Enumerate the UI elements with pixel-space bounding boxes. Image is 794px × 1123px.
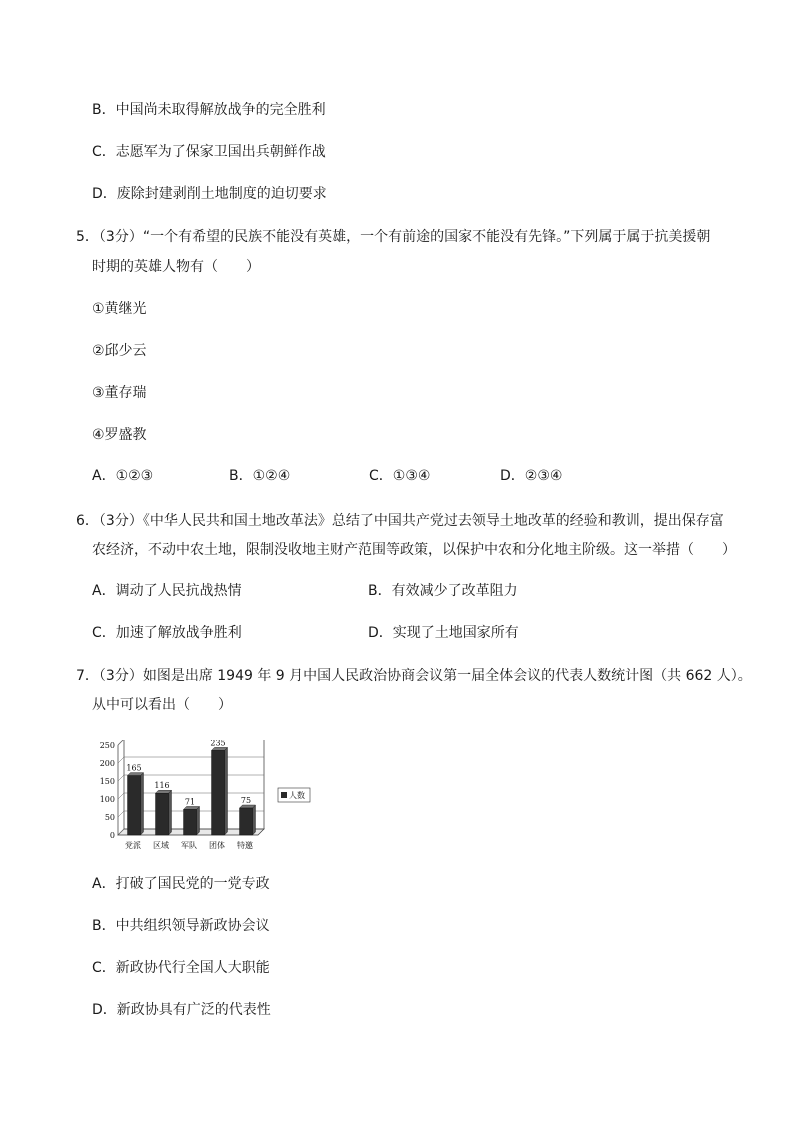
data-label: 75: [240, 796, 252, 805]
gridline-diag: [118, 811, 124, 817]
q7-choice-c: C．新政协代行全国人大职能: [92, 960, 270, 976]
bar-top: [156, 790, 172, 793]
q5-item-1: ①黄继光: [92, 301, 147, 317]
q5-item-4: ④罗盛教: [92, 427, 147, 443]
q5-item-2: ②邱少云: [92, 343, 147, 359]
y-tick-label: 0: [109, 831, 115, 840]
option-c-prev: C．志愿军为了保家卫国出兵朝鲜作战: [92, 144, 326, 160]
y-tick-label: 200: [99, 759, 115, 768]
data-label: 235: [210, 740, 226, 748]
q6-choice-b: B．有效减少了改革阻力: [368, 583, 518, 599]
x-tick-label: 党派: [125, 841, 141, 850]
q5-choice-b: B．①②④: [229, 468, 291, 484]
gridline-diag: [118, 740, 124, 745]
bar-side: [253, 805, 256, 835]
q5-choice-d: D．②③④: [500, 468, 563, 484]
q7-choice-d: D．新政协具有广泛的代表性: [92, 1002, 271, 1018]
y-tick-label: 250: [99, 741, 115, 750]
gridline-diag: [118, 775, 124, 781]
x-tick-label: 特邀: [237, 841, 253, 850]
q6-choice-c: C．加速了解放战争胜利: [92, 625, 242, 641]
gridline-diag: [118, 793, 124, 799]
y-tick-label: 50: [104, 813, 115, 822]
y-tick-label: 100: [99, 795, 115, 804]
x-tick-label: 军队: [181, 841, 197, 850]
q5-choice-a: A．①②③: [92, 468, 154, 484]
q6-stem-line2: 农经济，不动中农土地，限制没收地主财产范围等政策，以保护中农和分化地主阶级。这一举措（ ）: [92, 542, 736, 558]
bar-side: [197, 806, 200, 835]
bar-top: [184, 806, 200, 809]
x-tick-label: 区域: [153, 841, 169, 850]
q5-stem-line2: 时期的英雄人物有（ ）: [92, 259, 260, 275]
q7-choice-a: A．打破了国民党的一党专政: [92, 876, 270, 892]
bar-top: [240, 805, 256, 808]
legend-label: 人数: [289, 791, 305, 800]
bar-side: [169, 790, 172, 835]
legend-swatch: [281, 792, 287, 798]
bar-团体: [212, 750, 225, 835]
q6-choice-a: A．调动了人民抗战热情: [92, 583, 242, 599]
bar-top: [212, 747, 228, 750]
y-tick-label: 150: [99, 777, 115, 786]
bar-side: [141, 773, 144, 835]
x-tick-label: 团体: [209, 841, 225, 850]
q6-choice-d: D．实现了土地国家所有: [368, 625, 519, 641]
bar-区域: [156, 793, 169, 835]
q7-choice-b: B．中共组织领导新政协会议: [92, 918, 270, 934]
q7-stem-line2: 从中可以看出（ ）: [92, 697, 232, 713]
data-label: 165: [126, 763, 142, 773]
q5-choice-c: C．①③④: [369, 468, 431, 484]
bar-特邀: [240, 808, 253, 835]
delegates-bar-chart: [92, 740, 332, 855]
option-d-prev: D．废除封建剥削土地制度的迫切要求: [92, 186, 327, 202]
bar-军队: [184, 809, 197, 835]
option-b-prev: B．中国尚未取得解放战争的完全胜利: [92, 102, 326, 118]
q5-item-3: ③董存瑞: [92, 385, 147, 401]
chart-svg: [92, 740, 332, 855]
bar-top: [128, 773, 144, 776]
bar-side: [225, 747, 228, 835]
gridline-diag: [118, 757, 124, 763]
q7-stem-line1: 7．（3分）如图是出席 1949 年 9 月中国人民政治协商会议第一届全体会议的代表人数统计图（共 662 人）。: [76, 668, 752, 684]
data-label: 116: [154, 781, 170, 791]
q5-stem-line1: 5．（3分）“一个有希望的民族不能没有英雄，一个有前途的国家不能没有先锋。”下列属于属于抗美援朝: [76, 229, 711, 245]
bar-党派: [128, 776, 141, 835]
data-label: 71: [184, 797, 196, 807]
q6-stem-line1: 6．（3分）《中华人民共和国土地改革法》总结了中国共产党过去领导土地改革的经验和教训，提出保存富: [76, 513, 724, 529]
